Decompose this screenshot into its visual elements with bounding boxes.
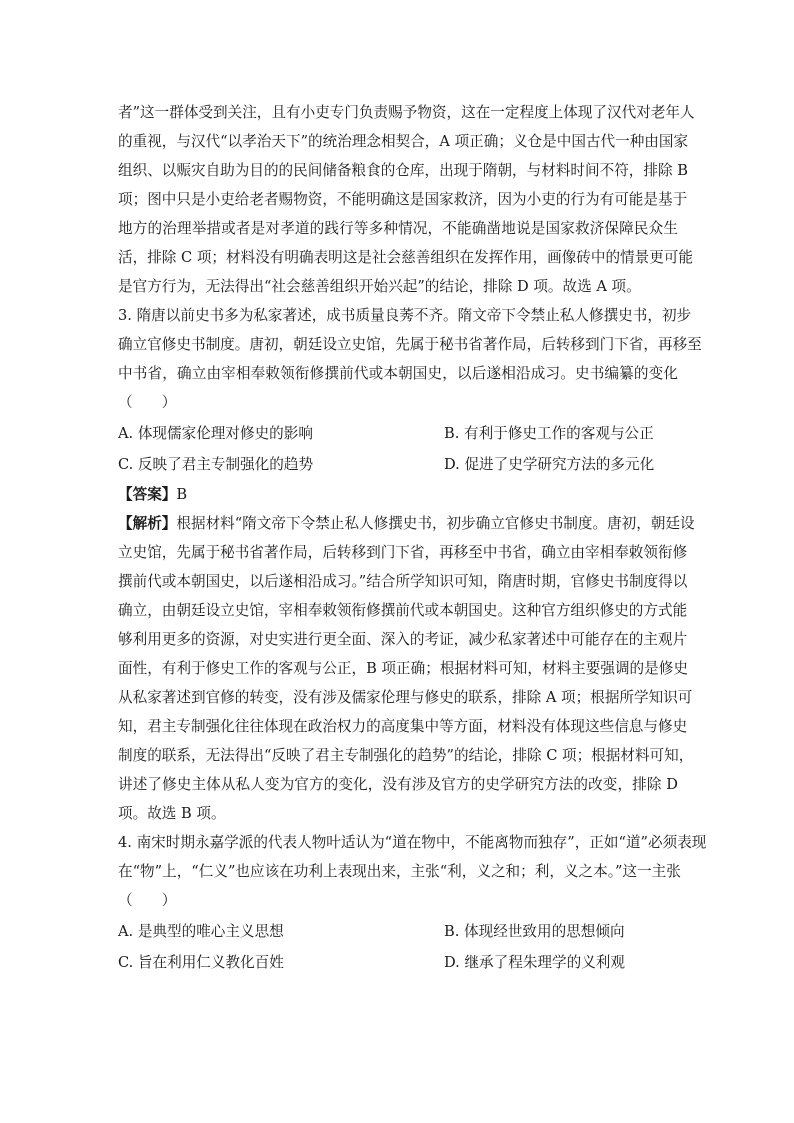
option-d: D. 继承了程朱理学的义利观 <box>444 954 625 971</box>
analysis-line: 项。故选 B 项。 <box>118 805 226 822</box>
question-stem-line: 在“物”上，“仁义”也应该在功利上表现出来，主张“利，义之和；利，义之本。”这一主张 <box>118 863 681 880</box>
option-c: C. 反映了君主专制强化的趋势 <box>118 456 314 473</box>
analysis-text: 根据材料“隋文帝下令禁止私人修撰史书，初步确立官修史书制度。唐初，朝廷设 <box>176 515 695 532</box>
analysis-line <box>118 514 695 534</box>
text-line: 是官方行为，无法得出“社会慈善组织开始兴起”的结论，排除 D 项。故选 A 项。 <box>118 278 641 295</box>
analysis-line: 讲述了修史主体从私人变为官方的变化，没有涉及官方的史学研究方法的改变，排除 D <box>118 776 678 793</box>
text-line: 组织、以赈灾自助为目的的民间储备粮食的仓库，出现于隋朝，与材料时间不符，排除 B <box>118 162 688 179</box>
answer-line <box>118 485 678 505</box>
text-line: 项；图中只是小吏给老者赐物资，不能明确这是国家救济，因为小吏的行为有可能是基于 <box>118 191 688 208</box>
question-stem-line: 3. 隋唐以前史书多为私家著述，成书质量良莠不齐。隋文帝下令禁止私人修撰史书，初步 <box>118 307 692 324</box>
analysis-line: 面性，有利于修史工作的客观与公正，B 项正确；根据材料可知，材料主要强调的是修史 <box>118 660 688 677</box>
option-a: A. 是典型的唯心主义思想 <box>118 923 284 940</box>
question-stem-line: 4. 南宋时期永嘉学派的代表人物叶适认为“道在物中，不能离物而独存”，正如“道”必须表现 <box>118 834 707 851</box>
option-a: A. 体现儒家伦理对修史的影响 <box>118 425 313 442</box>
analysis-label: 【解析】 <box>118 515 177 532</box>
analysis-line: 立史馆，先属于秘书省著作局，后转移到门下省，再移至中书省，确立由宰相奉敕领衔修 <box>118 544 688 561</box>
question-stem-line: 中书省，确立由宰相奉敕领衔修撰前代或本朝国史，以后遂相沿成习。史书编纂的变化 <box>118 365 678 382</box>
question-stem-line: 确立官修史书制度。唐初，朝廷设立史馆，先属于秘书省著作局，后转移到门下省，再移至 <box>118 336 702 353</box>
answer-blank: （ ） <box>118 394 177 411</box>
option-b: B. 体现经世致用的思想倾向 <box>444 923 625 940</box>
analysis-line: 够利用更多的资源，对史实进行更全面、深入的考证，减少私家著述中可能存在的主观片 <box>118 631 688 648</box>
option-d: D. 促进了史学研究方法的多元化 <box>444 456 655 473</box>
answer-blank: （ ） <box>118 892 177 909</box>
analysis-line: 制度的联系，无法得出“反映了君主专制强化的趋势”的结论，排除 C 项；根据材料可知， <box>118 747 694 764</box>
answer-label: 【答案】 <box>118 486 177 503</box>
analysis-line: 从私家著述到官修的转变，没有涉及儒家伦理与修史的联系，排除 A 项；根据所学知识可 <box>118 689 693 706</box>
text-line: 者”这一群体受到关注，且有小吏专门负责赐予物资，这在一定程度上体现了汉代对老年人 <box>118 104 695 121</box>
answer-value: B <box>176 486 188 503</box>
analysis-line: 撰前代或本朝国史，以后遂相沿成习。”结合所学知识可知，隋唐时期，官修史书制度得以 <box>118 573 688 590</box>
text-line: 地方的治理举措或者是对孝道的践行等多种情况，不能确凿地说是国家救济保障民众生 <box>118 220 678 237</box>
text-line: 的重视，与汉代“以孝治天下”的统治理念相契合，A 项正确；义仓是中国古代一种由国家 <box>118 133 689 150</box>
option-c: C. 旨在利用仁义教化百姓 <box>118 954 284 971</box>
analysis-line: 确立，由朝廷设立史馆，宰相奉敕领衔修撰前代或本朝国史。这种官方组织修史的方式能 <box>118 602 688 619</box>
option-b: B. 有利于修史工作的客观与公正 <box>444 425 654 442</box>
analysis-line: 知，君主专制强化往往体现在政治权力的高度集中等方面，材料没有体现这些信息与修史 <box>118 718 688 735</box>
text-line: 活，排除 C 项；材料没有明确表明这是社会慈善组织在发挥作用，画像砖中的情景更可能 <box>118 249 694 266</box>
